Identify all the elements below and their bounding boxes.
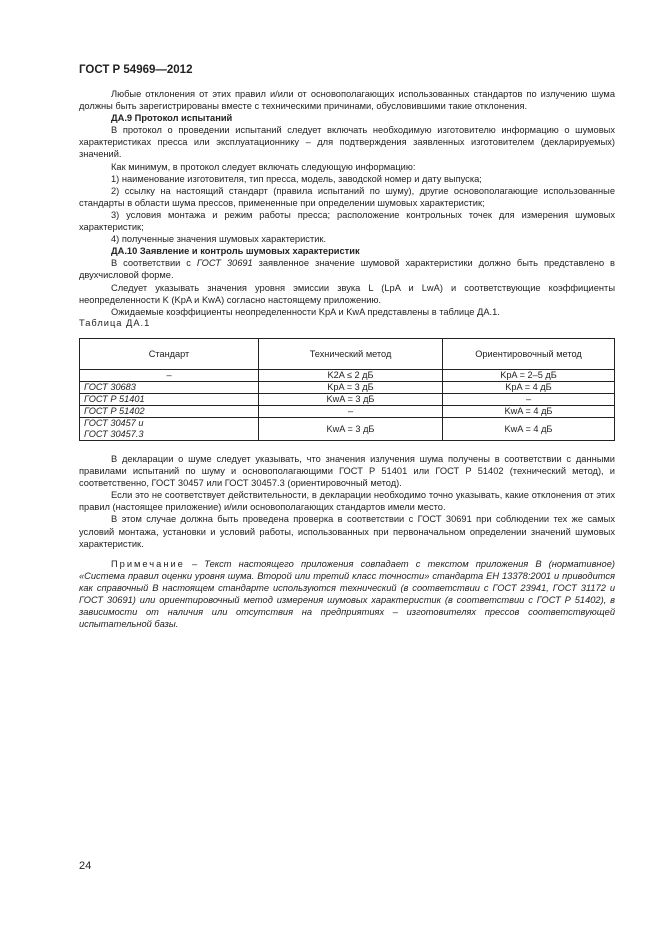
table-cell: ГОСТ Р 51401 — [80, 394, 259, 406]
table-cell: KwA = 4 дБ — [443, 406, 615, 418]
table-header-row — [80, 339, 615, 370]
list-item: 3) условия монтажа и режим работы пресса; расположение контрольных точек для измерения шумовых характеристик; — [79, 209, 615, 233]
table-cell: KwA = 3 дБ — [259, 394, 443, 406]
paragraph: В декларации о шуме следует указывать, что значения излучения шума получены в соответствии с данными правилами испытаний по шуму и основополагающими ГОСТ Р 51401 или ГОСТ Р 51402 (технический метод), и соответственно, ГОСТ 30457 или ГОСТ 30457.3 (ориентировочный метод). — [79, 454, 615, 489]
table-cell — [80, 418, 259, 441]
table-caption: Таблица ДА.1 — [79, 318, 151, 328]
document-header: ГОСТ Р 54969—2012 — [79, 64, 193, 76]
paragraph: В протокол о проведении испытаний следует включать необходимую изготовителю информацию о шумовых характеристиках пресса или эксплуатационнику – для подтверждения заявленных изготовителем (декларируемых) значений. — [79, 125, 615, 160]
note — [79, 558, 615, 631]
table-row — [80, 370, 615, 382]
list-item: 4) полученные значения шумовых характеристик. — [111, 234, 327, 245]
section-heading-10: ДА.10 Заявление и контроль шумовых характеристик — [111, 246, 360, 257]
table-cell: – — [259, 406, 443, 418]
table-cell: K2A ≤ 2 дБ — [259, 370, 443, 382]
table-cell: KwA = 3 дБ — [259, 418, 443, 441]
column-header: Ориентировочный метод — [443, 339, 615, 370]
text: ГОСТ 30457 и — [84, 418, 144, 428]
uncertainty-table — [79, 338, 615, 441]
declaration-text — [79, 453, 615, 550]
table-cell: KpA = 4 дБ — [443, 382, 615, 394]
list-item: 2) ссылку на настоящий стандарт (правила испытаний по шуму), другие основополагающие использованные стандарты в области шума прессов, примененные при определении шумовых характеристик; — [79, 185, 615, 208]
text: В соответствии с — [111, 258, 197, 269]
table-cell: – — [80, 370, 259, 382]
note-text: – Текст настоящего приложения совпадает с текстом приложения В (нормативное) «Система правил оценки уровня шума. Второй или третий класс точности» стандарта ЕН 13378:2001 и приводится как справочный В настоящем стандарте используются технический (в соответствии с ГОСТ 23941, ГОСТ 31172 и ГОСТ 30691) или ориентировочный метод измерения шумовых характеристик (в соответствии с ГОСТ Р 51402), в зависимости от наличия или отсутствия на предприятиях – изготовителях прессов соответствующей испытательной базы. — [79, 559, 615, 630]
column-header: Технический метод — [259, 339, 443, 370]
paragraph — [79, 257, 615, 281]
note-label: Примечание — [111, 559, 185, 569]
table-cell: KpA = 2–5 дБ — [443, 370, 615, 382]
paragraph: Следует указывать значения уровня эмиссии звука L (LpA и LwA) и соответствующие коэффициенты неопределенности K (KpA и KwA) согласно настоящему приложению. — [79, 282, 615, 305]
paragraph: Если это не соответствует действительности, в декларации необходимо точно указывать, какие отклонения от этих правил (настоящее приложение) и/или основополагающих стандартов имели место. — [79, 490, 615, 513]
paragraph: Любые отклонения от этих правил и/или от основополагающих использованных стандартов по излучению шума должны быть зарегистрированы вместе с техническими причинами, обусловившими такие отклонения. — [79, 89, 615, 112]
paragraph: В этом случае должна быть проведена проверка в соответствии с ГОСТ 30691 при соблюдении тех же самых условий монтажа, установки и условий работы, использованных при первоначальном определении значений шумовых характеристик. — [79, 514, 615, 549]
column-header: Стандарт — [80, 339, 259, 370]
table-cell: ГОСТ 30683 — [80, 382, 259, 394]
table-row — [80, 394, 615, 406]
table-row — [80, 418, 615, 441]
table-row — [80, 406, 615, 418]
section-heading-9: ДА.9 Протокол испытаний — [111, 113, 233, 124]
table-cell: KwA = 4 дБ — [443, 418, 615, 441]
table-cell: ГОСТ Р 51402 — [80, 406, 259, 418]
table-row — [80, 382, 615, 394]
list-item: 1) наименование изготовителя, тип пресса, модель, заводской номер и дату выпуска; — [111, 173, 482, 184]
paragraph: Как минимум, в протокол следует включать следующую информацию: — [111, 161, 416, 172]
paragraph: Ожидаемые коэффициенты неопределенности KpA и KwA представлены в таблице ДА.1. — [111, 306, 500, 317]
page-number: 24 — [79, 860, 92, 872]
text: ГОСТ 30457.3 — [84, 429, 144, 439]
text: заявленное значение шумовой характеристики должно быть представлено в двухчисловой форме. — [79, 258, 615, 281]
body-text — [79, 88, 615, 318]
standard-reference: ГОСТ 30691 — [196, 258, 253, 269]
table-cell: KpA = 3 дБ — [259, 382, 443, 394]
table-cell: – — [443, 394, 615, 406]
